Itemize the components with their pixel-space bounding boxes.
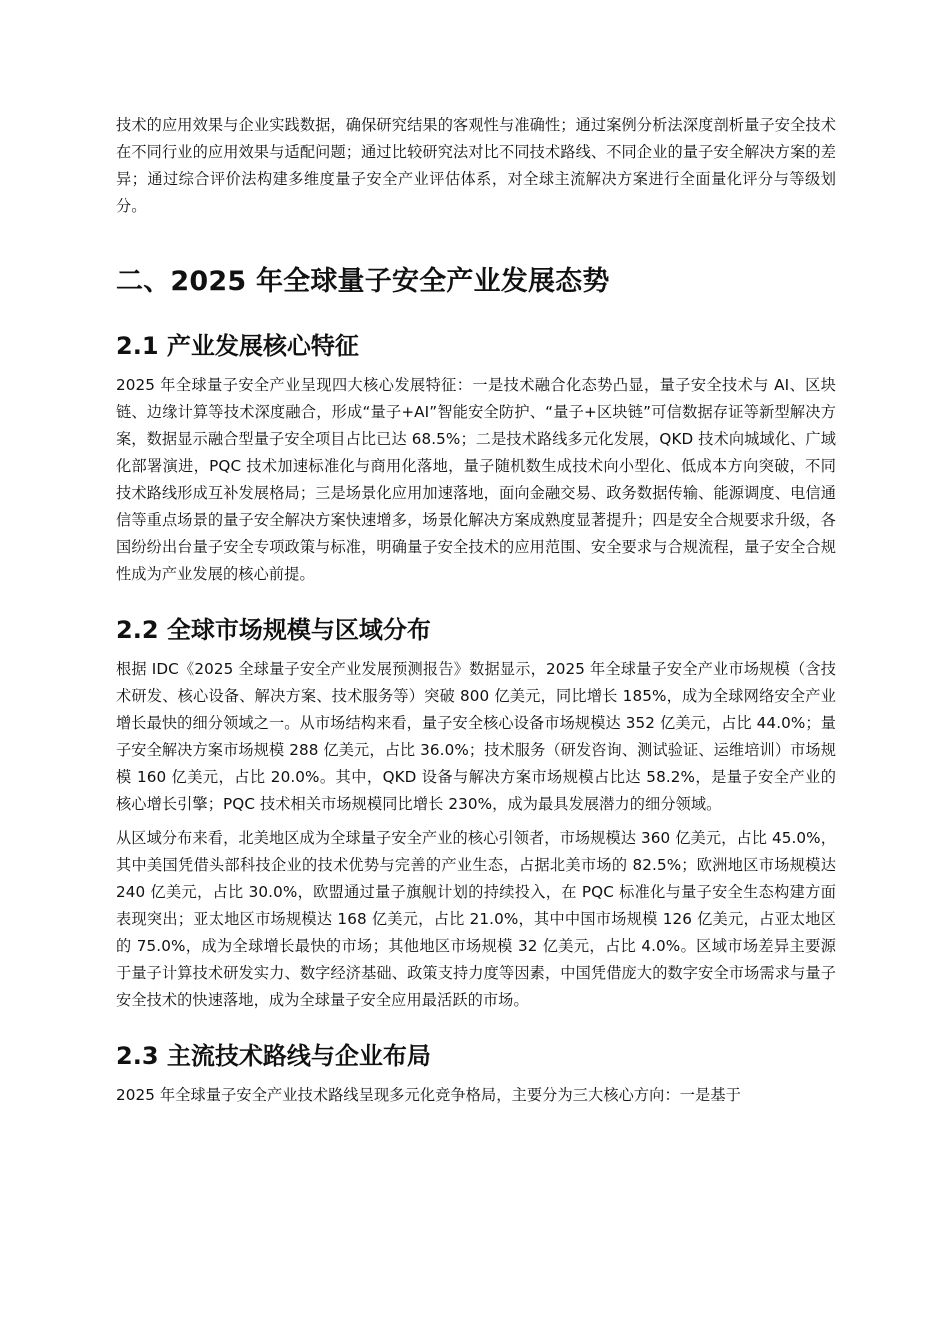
document-body — [116, 112, 836, 1109]
paragraph-2-2-regional: 从区域分布来看，北美地区成为全球量子安全产业的核心引领者，市场规模达 360 亿美元，占比 45.0%，其中美国凭借头部科技企业的技术优势与完善的产业生态，占据北美市场的 82.5%；欧洲地区市场规模达 240 亿美元，占比 30.0%，欧盟通过量子旗舰计划的持续投入，在 PQC 标准化与量子安全生态构建方面表现突出；亚太地区市场规模达 168 亿美元，占比 21.0%，其中中国市场规模 126 亿美元，占亚太地区的 75.0%，成为全球增长最快的市场；其他地区市场规模 32 亿美元，占比 4.0%。区域市场差异主要源于量子计算技术研发实力、数字经济基础、政策支持力度等因素，中国凭借庞大的数字安全市场需求与量子安全技术的快速落地，成为全球量子安全应用最活跃的市场。 — [116, 829, 836, 1009]
subsection-title-2-2: 2.2 全球市场规模与区域分布 — [116, 616, 431, 644]
subsection-title-2-3: 2.3 主流技术路线与企业布局 — [116, 1042, 431, 1070]
paragraph-2-2-market-size: 根据 IDC《2025 全球量子安全产业发展预测报告》数据显示，2025 年全球量子安全产业市场规模（含技术研发、核心设备、解决方案、技术服务等）突破 800 亿美元，同比增长 185%，成为全球网络安全产业增长最快的细分领域之一。从市场结构来看，量子安全核心设备市场规模达 352 亿美元，占比 44.0%；量子安全解决方案市场规模 288 亿美元，占比 36.0%；技术服务（研发咨询、测试验证、运维培训）市场规模 160 亿美元，占比 20.0%。其中，QKD 设备与解决方案市场规模占比达 58.2%，是量子安全产业的核心增长引擎；PQC 技术相关市场规模同比增长 230%，成为最具发展潜力的细分领域。 — [116, 660, 836, 813]
paragraph-2-1: 2025 年全球量子安全产业呈现四大核心发展特征：一是技术融合化态势凸显，量子安全技术与 AI、区块链、边缘计算等技术深度融合，形成“量子+AI”智能安全防护、“量子+区块链”可信数据存证等新型解决方案，数据显示融合型量子安全项目占比已达 68.5%；二是技术路线多元化发展，QKD 技术向城域化、广域化部署演进，PQC 技术加速标准化与商用化落地，量子随机数生成技术向小型化、低成本方向突破，不同技术路线形成互补发展格局；三是场景化应用加速落地，面向金融交易、政务数据传输、能源调度、电信通信等重点场景的量子安全解决方案快速增多，场景化解决方案成熟度显著提升；四是安全合规要求升级，各国纷纷出台量子安全专项政策与标准，明确量子安全技术的应用范围、安全要求与合规流程，量子安全合规性成为产业发展的核心前提。 — [116, 376, 836, 583]
section-title: 二、2025 年全球量子安全产业发展态势 — [116, 266, 610, 297]
subsection-title-2-1: 2.1 产业发展核心特征 — [116, 332, 359, 360]
intro-paragraph: 技术的应用效果与企业实践数据，确保研究结果的客观性与准确性；通过案例分析法深度剖析量子安全技术在不同行业的应用效果与适配问题；通过比较研究法对比不同技术路线、不同企业的量子安全解决方案的差异；通过综合评价法构建多维度量子安全产业评估体系，对全球主流解决方案进行全面量化评分与等级划分。 — [116, 116, 836, 215]
paragraph-2-3: 2025 年全球量子安全产业技术路线呈现多元化竞争格局，主要分为三大核心方向：一是基于 — [116, 1086, 741, 1104]
